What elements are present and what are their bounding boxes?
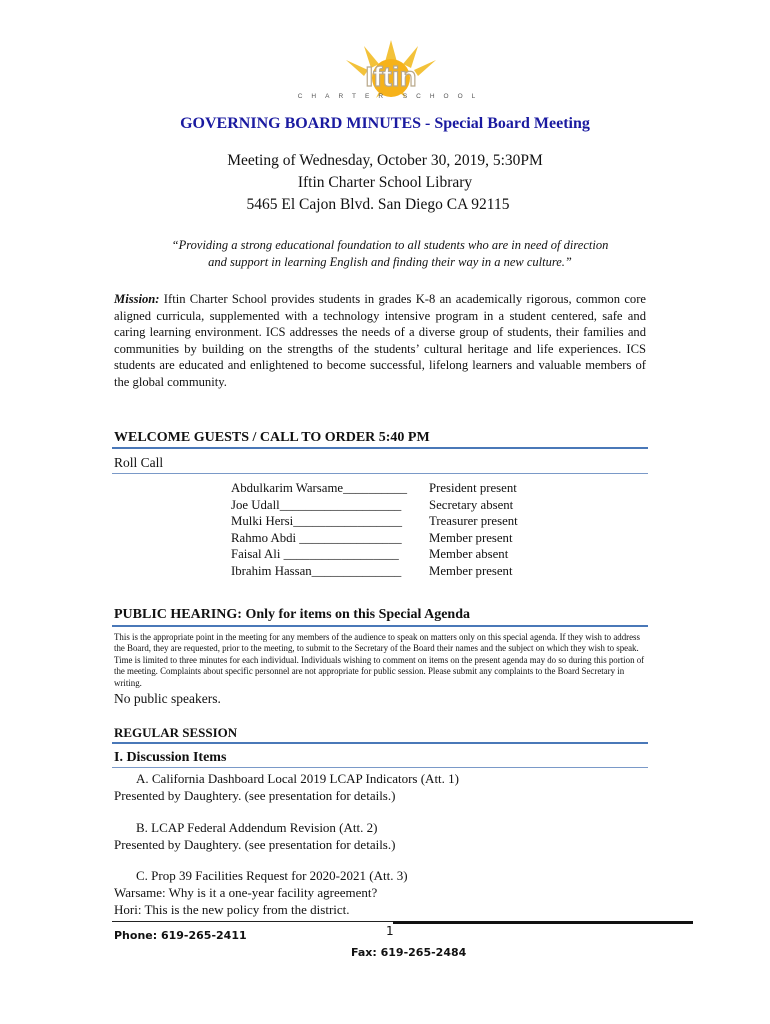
school-motto	[140, 237, 640, 271]
footer-rule	[112, 921, 394, 922]
public-hearing-result: No public speakers.	[114, 691, 221, 706]
agenda-item-note: Warsame: Why is it a one-year facility agreement?	[114, 885, 378, 900]
footer-phone: Phone: 619-265-2411	[114, 929, 247, 942]
agenda-item-note: Hori: This is the new policy from the district.	[114, 902, 350, 917]
section-rule	[112, 767, 648, 768]
sun-logo-icon	[296, 40, 486, 102]
member-name: Faisal Ali __________________	[231, 547, 399, 561]
public-hearing-heading: PUBLIC HEARING: Only for items on this Special Agenda	[114, 607, 470, 622]
agenda-item-title: B. LCAP Federal Addendum Revision (Att. 2)	[136, 820, 378, 835]
roll-call-row	[231, 497, 518, 514]
logo-subtitle: CHARTER SCHOOL	[297, 93, 485, 100]
member-name: Abdulkarim Warsame__________	[231, 481, 408, 495]
member-status: Member present	[429, 563, 513, 578]
member-status: President present	[429, 481, 517, 495]
roll-call-label: Roll Call	[114, 455, 164, 470]
member-name: Ibrahim Hassan______________	[231, 563, 402, 578]
agenda-item-title: C. Prop 39 Facilities Request for 2020-2021 (Att. 3)	[136, 868, 408, 883]
school-logo	[296, 40, 486, 102]
footer-rule	[393, 921, 693, 924]
member-status: Secretary absent	[429, 497, 514, 512]
section-rule	[112, 447, 648, 449]
welcome-heading: WELCOME GUESTS / CALL TO ORDER 5:40 PM	[114, 430, 430, 445]
roll-call-row	[231, 513, 518, 530]
logo-word: Iftin	[365, 61, 417, 92]
mission-text: Iftin Charter School provides students in grades K-8 an academically rigorous, common core aligned curricula, supplemented with a technology intensive program in a student centered, safe and caring learning environment. ICS addresses the needs of a diverse group of students, their families and communities by building on the strengths of the students’ cultural heritage and life experiences. ICS students are educated and enlightened to become successful, lifelong learners and valuable members of the global community.	[114, 292, 646, 389]
roll-call-row	[231, 530, 518, 547]
mission-statement	[114, 291, 646, 390]
roll-call-row	[231, 546, 518, 563]
member-name: Mulki Hersi_________________	[231, 514, 402, 528]
page-number: 1	[386, 924, 394, 938]
meeting-location: Iftin Charter School Library	[297, 174, 473, 191]
roll-call-row	[231, 480, 518, 497]
public-hearing-text: This is the appropriate point in the meeting for any members of the audience to speak on matters only on this special agenda. If they wish to address the Board, they are requested, prior to the meeting, to submit to the Secretary of the Board their names and the subject on which they wish to speak. Time is limited to three minutes for each individual. Individuals wishing to comment on items on the present agenda may do so during this portion of the meeting. Complaints about specific personnel are not appropriate for public session. Please submit any complaints to the Board Secretary in writing.	[114, 632, 645, 688]
motto-line-1: “Providing a strong educational foundation to all students who are in need of direction	[171, 238, 609, 252]
mission-label: Mission:	[114, 292, 160, 306]
document-title: GOVERNING BOARD MINUTES - Special Board Meeting	[180, 115, 590, 132]
member-status: Member present	[429, 530, 513, 545]
member-status: Treasurer present	[429, 514, 518, 528]
footer-fax: Fax: 619-265-2484	[351, 946, 467, 959]
member-name: Joe Udall___________________	[231, 497, 402, 512]
agenda-item-note: Presented by Daughtery. (see presentation for details.)	[114, 837, 396, 852]
roll-call-list	[231, 480, 518, 579]
roll-call-row	[231, 563, 518, 580]
meeting-date: Meeting of Wednesday, October 30, 2019, 5:30PM	[227, 152, 543, 169]
discussion-items-heading: I. Discussion Items	[114, 750, 227, 765]
section-rule	[112, 625, 648, 627]
agenda-item-title: A. California Dashboard Local 2019 LCAP Indicators (Att. 1)	[136, 771, 460, 786]
motto-line-2: and support in learning English and finding their way in a new culture.”	[208, 255, 572, 269]
agenda-item-note: Presented by Daughtery. (see presentation for details.)	[114, 788, 396, 803]
regular-session-heading: REGULAR SESSION	[114, 725, 238, 740]
member-name: Rahmo Abdi ________________	[231, 530, 402, 545]
meeting-address: 5465 El Cajon Blvd. San Diego CA 92115	[246, 196, 510, 213]
section-rule	[112, 473, 648, 474]
member-status: Member absent	[429, 547, 509, 561]
section-rule	[112, 742, 648, 744]
